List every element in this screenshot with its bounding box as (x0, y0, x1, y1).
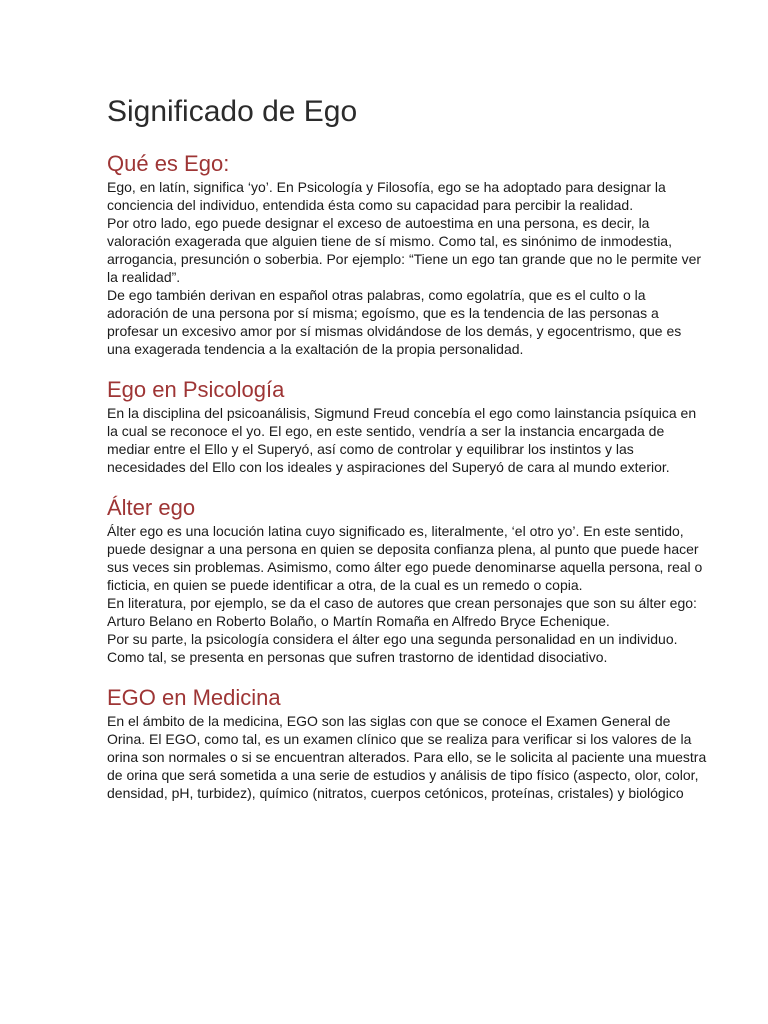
section-ego-en-psicologia (107, 376, 708, 476)
section-heading: Ego en Psicología (107, 377, 285, 402)
section-ego-en-medicina (107, 684, 708, 802)
paragraph: En el ámbito de la medicina, EGO son las siglas con que se conoce el Examen General de Orina. El EGO, como tal, es un examen clínico que se realiza para verificar si los valores de la orina son normales o si se encuentran alterados. Para ello, se le solicita al paciente una muestra de orina que será sometida a una serie de estudios y análisis de tipo físico (aspecto, olor, color, densidad, pH, turbidez), químico (nitratos, cuerpos cetónicos, proteínas, cristales) y biológico (107, 713, 707, 801)
paragraph: De ego también derivan en español otras palabras, como egolatría, que es el culto o la adoración de una persona por sí misma; egoísmo, que es la tendencia de las personas a profesar un excesivo amor por sí mismas olvidándose de los demás, y egocentrismo, que es una exagerada tendencia a la exaltación de la propia personalidad. (107, 287, 682, 357)
paragraph: En la disciplina del psicoanálisis, Sigmund Freud concebía el ego como lainstancia psíquica en la cual se reconoce el yo. El ego, en este sentido, vendría a ser la instancia encargada de mediar entre el Ello y el Superyó, así como de controlar y equilibrar los instintos y las necesidades del Ello con los ideales y aspiraciones del Superyó de cara al mundo exterior. (107, 405, 697, 475)
paragraph: En literatura, por ejemplo, se da el caso de autores que crean personajes que son su álter ego: Arturo Belano en Roberto Bolaño, o Martín Romaña en Alfredo Bryce Echenique. (107, 595, 697, 629)
paragraph: Por otro lado, ego puede designar el exceso de autoestima en una persona, es decir, la valoración exagerada que alguien tiene de sí mismo. Como tal, es sinónimo de inmodestia, arrogancia, presunción o soberbia. Por ejemplo: “Tiene un ego tan grande que no le permite ver la realidad”. (107, 215, 702, 285)
paragraph: Ego, en latín, significa ‘yo’. En Psicología y Filosofía, ego se ha adoptado para designar la conciencia del individuo, entendida ésta como su capacidad para percibir la realidad. (107, 179, 666, 213)
section-alter-ego (107, 494, 708, 666)
section-heading: EGO en Medicina (107, 685, 281, 710)
paragraph: Por su parte, la psicología considera el álter ego una segunda personalidad en un individuo. Como tal, se presenta en personas que sufren trastorno de identidad disociativo. (107, 631, 678, 665)
document-title: Significado de Ego (107, 95, 358, 128)
section-que-es-ego (107, 150, 708, 358)
section-heading: Qué es Ego: (107, 151, 230, 176)
section-heading: Álter ego (107, 495, 196, 520)
paragraph: Álter ego es una locución latina cuyo significado es, literalmente, ‘el otro yo’. En este sentido, puede designar a una persona en quien se deposita confianza plena, al punto que puede hacer sus veces sin problemas. Asimismo, como álter ego puede denominarse aquella persona, real o ficticia, en quien se puede identificar a otra, de la cual es un remedo o copia. (107, 523, 703, 593)
